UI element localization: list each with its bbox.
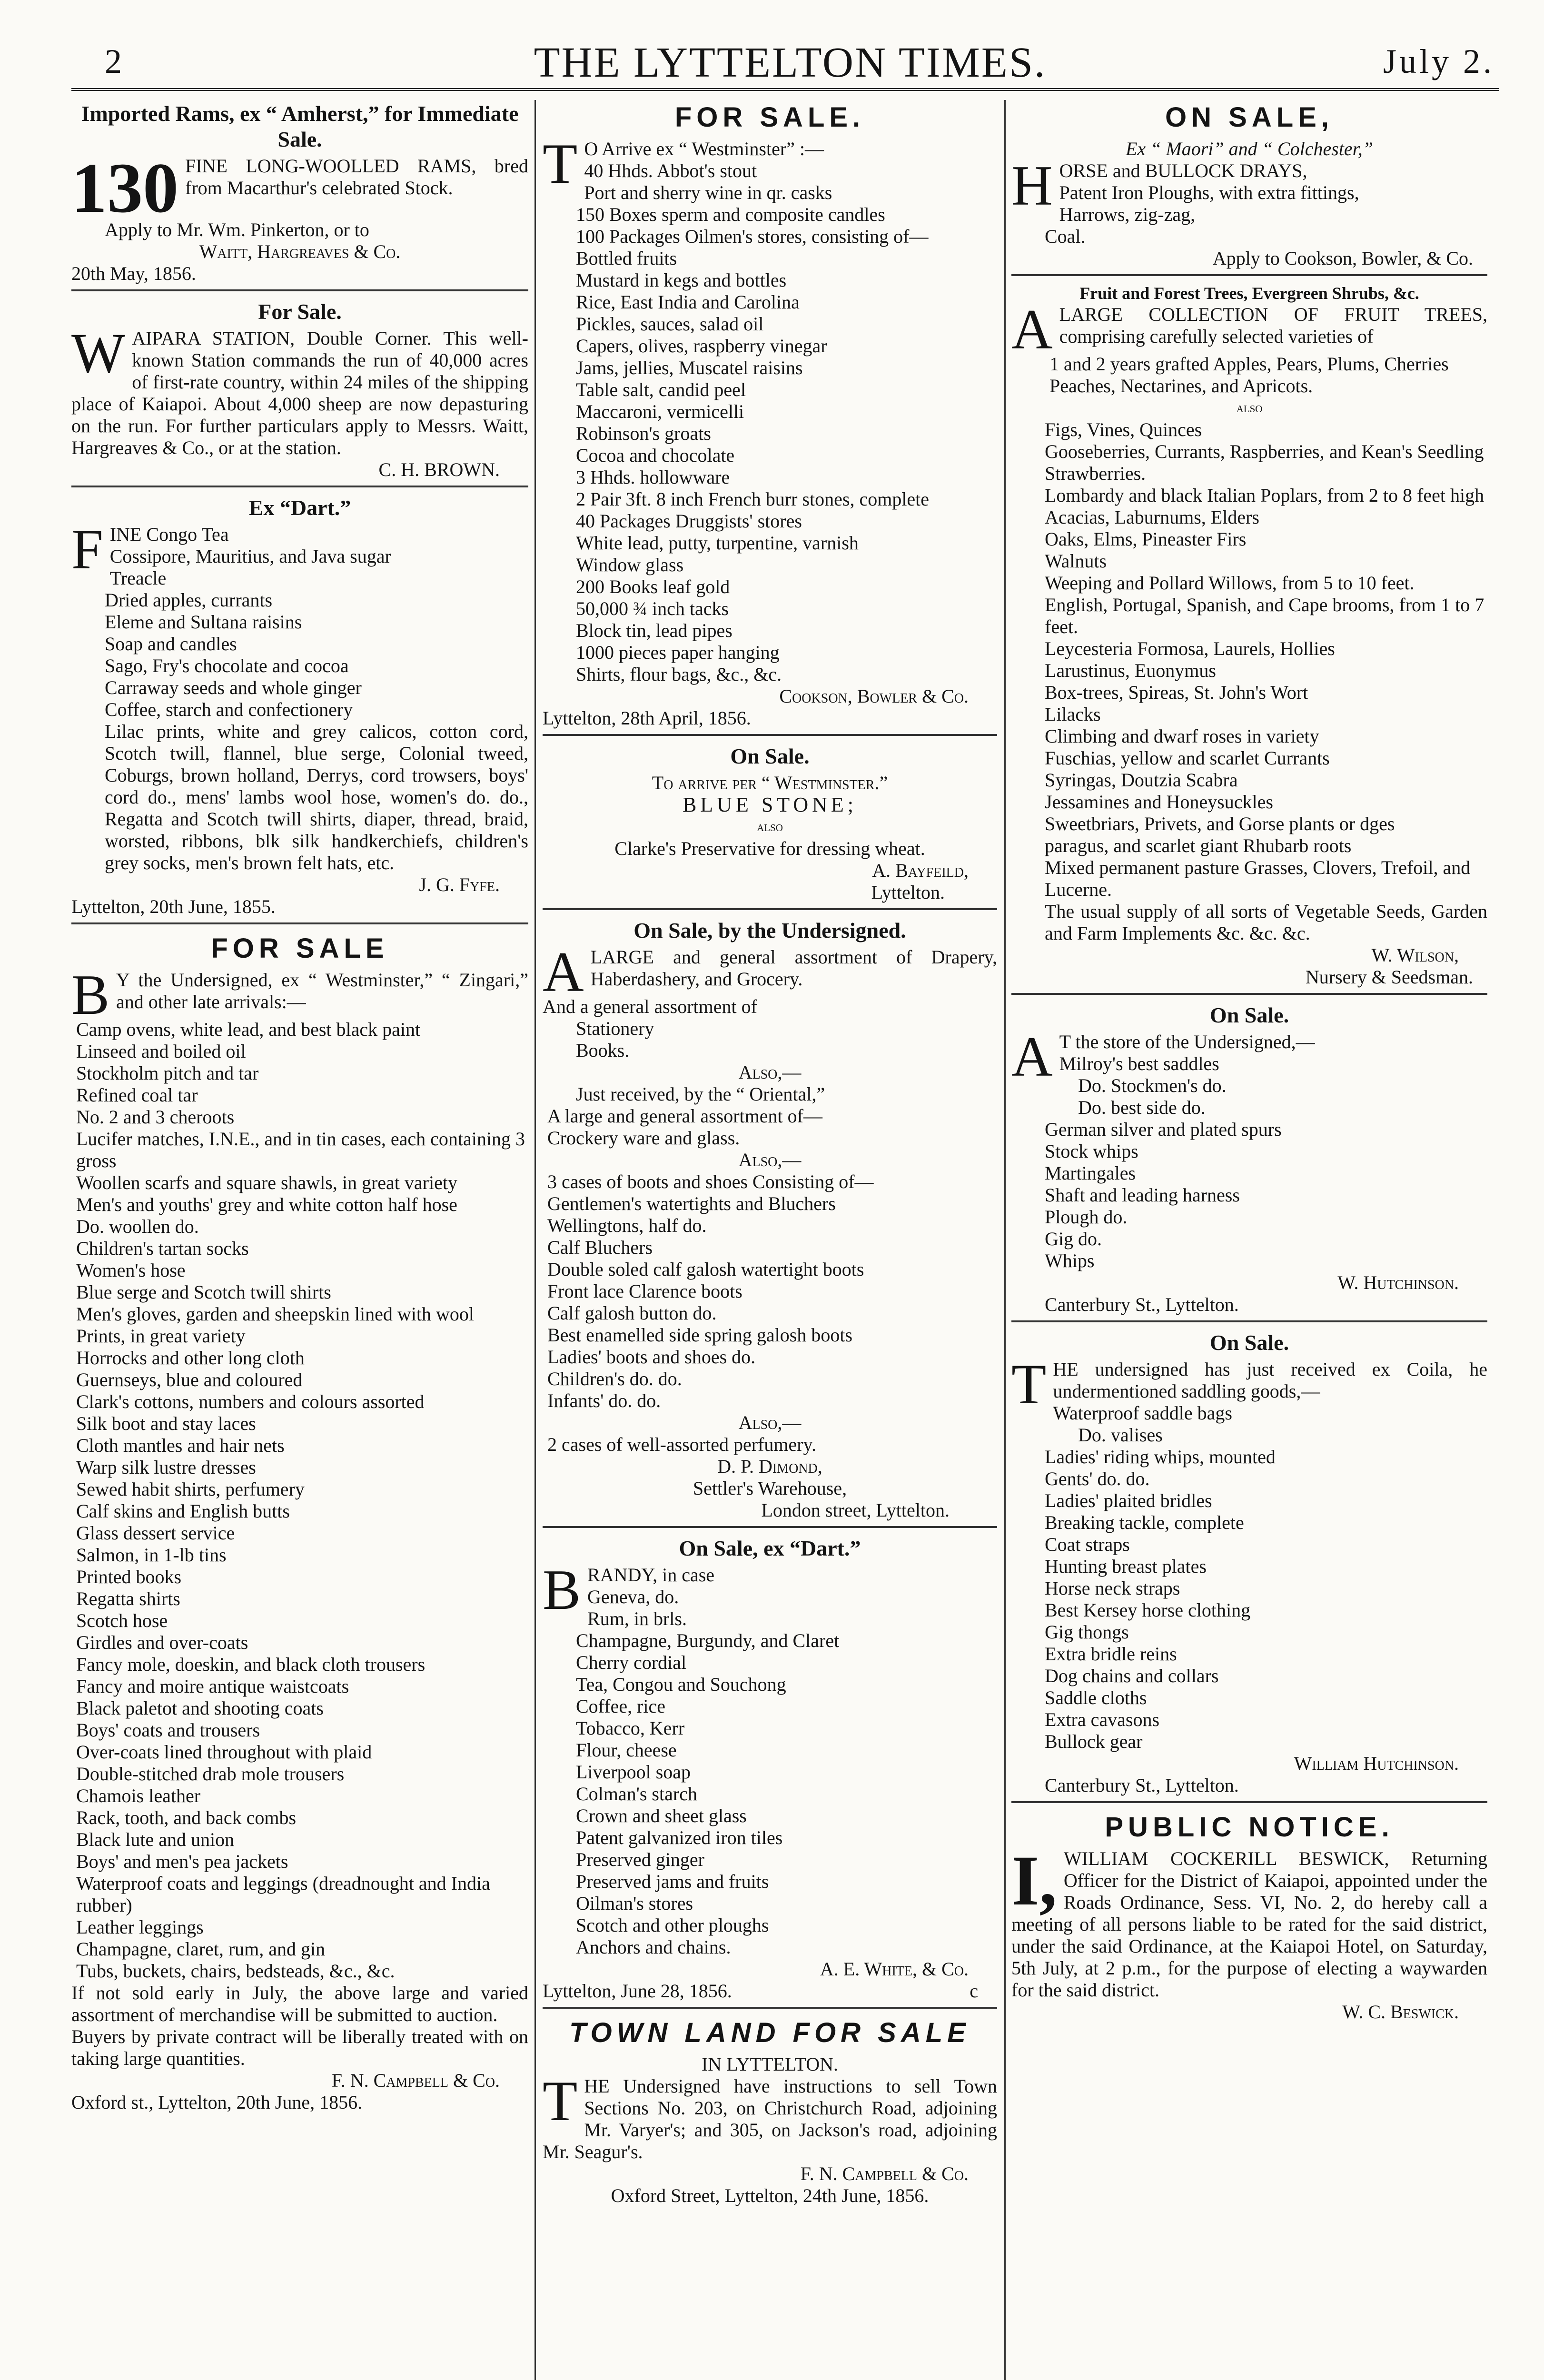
- list-item: Warp silk lustre dresses: [76, 1457, 256, 1478]
- ad-for-sale-campbell: [71, 922, 528, 2113]
- list-item: Coffee, starch and confectionery: [105, 699, 353, 720]
- list-item: 3 cases of boots and shoes Consisting of—: [547, 1171, 874, 1192]
- list-item: Colman's starch: [576, 1783, 697, 1805]
- ad-lead: AIPARA STATION, Double Corner.: [132, 327, 432, 349]
- ad-date: Lyttelton, June 28, 1856.: [543, 1980, 732, 2002]
- list-item: 1000 pieces paper hanging: [576, 642, 780, 663]
- list-item: Horse neck straps: [1045, 1577, 1180, 1599]
- list-item: Gig thongs: [1045, 1621, 1129, 1643]
- ad-line: 2 cases of well-assorted perfumery.: [547, 1434, 816, 1455]
- ad-number: 130: [71, 149, 178, 228]
- ad-signature: William Hutchinson.: [1294, 1753, 1459, 1774]
- ad-apply: Apply to Cookson, Bowler, & Co.: [1212, 248, 1473, 269]
- column-2: [543, 100, 997, 2380]
- list-item: 40 Packages Druggists' stores: [576, 510, 802, 532]
- ad-public-notice: [1011, 1801, 1487, 2023]
- ad-also: also: [1236, 400, 1263, 416]
- list-item: Milroy's best saddles: [1059, 1053, 1219, 1074]
- drop-cap: T: [543, 2069, 578, 2132]
- ad-line: A large and general assortment of—: [547, 1105, 822, 1127]
- ad-title: On Sale, by the Undersigned.: [633, 918, 906, 942]
- ad-title: ON SALE,: [1165, 102, 1334, 133]
- ad-signature-line: Nursery & Seedsman.: [1305, 966, 1473, 988]
- drop-cap: B: [543, 1558, 581, 1621]
- ad-date: 20th May, 1856.: [71, 263, 196, 284]
- ad-signature: W. C. Beswick.: [1342, 2001, 1459, 2023]
- list-item: Weeping and Pollard Willows, from 5 to 10 feet.: [1045, 572, 1415, 594]
- ad-ex-dart: [71, 486, 528, 918]
- list-item: Robinson's groats: [576, 423, 711, 444]
- list-item: Horrocks and other long cloth: [76, 1347, 305, 1368]
- ad-note: Buyers by private contract will be liberally treated with on taking large quantities.: [71, 2026, 528, 2069]
- ad-signature: A. E. White, & Co.: [820, 1958, 969, 1980]
- ad-imported-rams: [71, 101, 528, 285]
- list-item: Ladies' riding whips, mounted: [1045, 1446, 1276, 1468]
- ad-place: Canterbury St., Lyttelton.: [1045, 1775, 1239, 1796]
- ad-text: WILLIAM COCKERILL BESWICK, Returning Officer for the District of Kaiapoi, appointed under the Roads Ordinance, Sess. VI, No. 2, do hereby call a meeting of all persons liable to be rated for the said district, under the said Ordinance, at the Kaiapoi Hotel, on Saturday, 5th July, at 2 p.m., for the purpose of electing a waywarden for the said district.: [1011, 1848, 1487, 2001]
- list-item: Carraway seeds and whole ginger: [105, 677, 362, 698]
- list-item: Crown and sheet glass: [576, 1805, 747, 1826]
- issue-date: July 2.: [1383, 42, 1495, 80]
- list-item: Bullock gear: [1045, 1731, 1143, 1752]
- list-item: No. 2 and 3 cheroots: [76, 1106, 235, 1128]
- drop-cap: A: [1011, 1025, 1053, 1088]
- ad-lead: HE undersigned has just received ex Coila, he undermentioned saddling goods,—: [1053, 1359, 1487, 1402]
- list-item: Capers, olives, raspberry vinegar: [576, 335, 827, 357]
- list-item: Dried apples, currants: [105, 589, 273, 611]
- list-item: Gents' do. do.: [1045, 1468, 1150, 1489]
- item-list: [71, 545, 528, 874]
- drop-cap: T: [543, 132, 578, 195]
- list-item: Fancy and moire antique waistcoats: [76, 1676, 349, 1697]
- list-item: Gentlemen's watertights and Bluchers: [547, 1193, 836, 1214]
- ad-title: Imported Rams, ex “ Amherst,” for Immediate Sale.: [81, 101, 519, 151]
- column-divider-2: [1004, 100, 1006, 2380]
- page-number: 2: [105, 42, 122, 80]
- column-divider-1: [534, 100, 536, 2380]
- item-list: [1011, 1053, 1487, 1272]
- item-list: [1011, 419, 1487, 901]
- ad-note: If not sold early in July, the above large and varied assortment of merchandise will be submitted to auction.: [71, 1982, 528, 2025]
- ad-line: Crockery ware and glass.: [547, 1127, 740, 1149]
- list-item: Mustard in kegs and bottles: [576, 269, 787, 291]
- list-item: Dog chains and collars: [1045, 1665, 1219, 1686]
- list-item: Table salt, candid peel: [576, 379, 746, 400]
- ad-line: BLUE STONE;: [682, 793, 858, 816]
- ad-apply: Apply to Mr. Wm. Pinkerton, or to: [105, 219, 369, 240]
- list-item: Liverpool soap: [576, 1761, 691, 1783]
- item-list: [543, 1586, 997, 1958]
- list-item: Lilac prints, white and grey calicos, cotton cord, Scotch twill, flannel, blue serge, Colonial tweed, Coburgs, brown holland, Derrys, cord trowsers, boys' cord do., mens' lambs wool hose, women's do. do., Regatta and Scotch twill shirts, diaper, thread, braid, worsted, ribbons, blk silk handkerchiefs, children's grey socks, men's brown felt hats, etc.: [105, 721, 528, 873]
- ad-lead: LARGE and general assortment of Drapery, Haberdashery, and Grocery.: [590, 946, 997, 990]
- list-item: Figs, Vines, Quinces: [1045, 419, 1202, 440]
- ad-note: The usual supply of all sorts of Vegetable Seeds, Garden and Farm Implements &c. &c. &c.: [1045, 901, 1487, 944]
- list-item: Gooseberries, Currants, Raspberries, and Kean's Seedling Strawberries.: [1045, 441, 1484, 484]
- ad-title: On Sale.: [730, 744, 810, 768]
- ad-title: On Sale.: [1209, 1003, 1289, 1027]
- drop-cap: A: [543, 940, 584, 1003]
- item-list: [543, 1171, 997, 1412]
- list-item: Ladies' boots and shoes do.: [547, 1346, 756, 1368]
- ad-date: Lyttelton, 28th April, 1856.: [543, 707, 751, 729]
- list-item: Jams, jellies, Muscatel raisins: [576, 357, 803, 378]
- ad-signature: F. N. Campbell & Co.: [800, 2163, 969, 2184]
- ad-dimond: [543, 908, 997, 1521]
- ad-title: TOWN LAND FOR SALE: [569, 2017, 970, 2048]
- list-item: Stationery: [576, 1018, 654, 1039]
- list-item: Clark's cottons, numbers and colours assorted: [76, 1391, 425, 1412]
- list-item: Men's and youths' grey and white cotton half hose: [76, 1194, 457, 1215]
- ad-signature: J. G. Fyfe.: [419, 874, 500, 895]
- list-item: Do. Stockmen's do.: [1078, 1075, 1227, 1096]
- list-item: Books.: [576, 1040, 630, 1061]
- list-item: 200 Books leaf gold: [576, 576, 730, 597]
- list-item: Champagne, Burgundy, and Claret: [576, 1630, 840, 1651]
- list-item: Geneva, do.: [587, 1586, 679, 1607]
- ad-title: FOR SALE.: [674, 102, 865, 133]
- ad-text: bred from Macarthur's celebrated Stock.: [185, 155, 528, 198]
- ad-also: Also,—: [738, 1061, 802, 1083]
- ad-signature: W. Hutchinson.: [1337, 1272, 1459, 1293]
- ad-title: Ex “Dart.”: [248, 496, 351, 520]
- drop-cap: I,: [1011, 1841, 1057, 1920]
- list-item: Black lute and union: [76, 1829, 235, 1850]
- list-item: Calf skins and English butts: [76, 1500, 290, 1522]
- list-item: Refined coal tar: [76, 1084, 198, 1106]
- ad-line: To arrive per “ Westminster.”: [652, 772, 888, 793]
- list-item: Leycesteria Formosa, Laurels, Hollies: [1045, 638, 1335, 659]
- ad-line: And a general assortment of: [543, 996, 757, 1017]
- list-item: Front lace Clarence boots: [547, 1280, 742, 1302]
- list-item: Men's gloves, garden and sheepskin lined with wool: [76, 1303, 474, 1325]
- newspaper-title: THE LYTTELTON TIMES.: [534, 39, 1047, 86]
- ad-signature: D. P. Dimond,: [717, 1456, 822, 1477]
- ad-for-sale-cookson: [543, 101, 997, 729]
- list-item: Hunting breast plates: [1045, 1556, 1207, 1577]
- list-item: Saddle cloths: [1045, 1687, 1147, 1708]
- ad-agent: Waitt, Hargreaves & Co.: [199, 241, 401, 262]
- list-item: Boys' coats and trousers: [76, 1719, 260, 1741]
- list-item: Whips: [1045, 1250, 1095, 1271]
- ad-lead: RANDY, in case: [587, 1564, 715, 1586]
- ad-signature: F. N. Campbell & Co.: [331, 2070, 500, 2091]
- list-item: Cloth mantles and hair nets: [76, 1435, 285, 1456]
- list-item: Cherry cordial: [576, 1652, 687, 1673]
- list-item: Champagne, claret, rum, and gin: [76, 1938, 326, 1960]
- list-item: Eleme and Sultana raisins: [105, 611, 302, 633]
- list-item: White lead, putty, turpentine, varnish: [576, 532, 859, 554]
- list-item: Boys' and men's pea jackets: [76, 1851, 288, 1872]
- column-3: [1011, 100, 1487, 2380]
- list-item: Cossipore, Mauritius, and Java sugar: [109, 545, 391, 567]
- list-item: Fuschias, yellow and scarlet Currants: [1045, 747, 1330, 769]
- list-item: Regatta shirts: [76, 1588, 180, 1609]
- list-item: Do. woollen do.: [76, 1216, 199, 1237]
- list-item: Larustinus, Euonymus: [1045, 660, 1216, 681]
- list-item: Waterproof coats and leggings (dreadnought and India rubber): [76, 1873, 490, 1916]
- list-item: Patent Iron Ploughs, with extra fittings,: [1059, 182, 1359, 203]
- list-item: Fancy mole, doeskin, and black cloth trousers: [76, 1654, 426, 1675]
- list-item: Box-trees, Spireas, St. John's Wort: [1045, 682, 1308, 703]
- list-item: Peaches, Nectarines, and Apricots.: [1049, 375, 1313, 397]
- list-item: Glass dessert service: [76, 1522, 235, 1544]
- list-item: Coat straps: [1045, 1534, 1130, 1555]
- list-item: Salmon, in 1-lb tins: [76, 1544, 227, 1566]
- list-item: Cocoa and chocolate: [576, 445, 735, 466]
- list-item: Stock whips: [1045, 1140, 1138, 1162]
- ad-saddles: [1011, 993, 1487, 1316]
- list-item: Oilman's stores: [576, 1893, 693, 1914]
- list-item: Shaft and leading harness: [1045, 1184, 1240, 1206]
- list-item: Port and sherry wine in qr. casks: [584, 182, 832, 203]
- list-item: Gig do.: [1045, 1228, 1102, 1250]
- list-item: Plough do.: [1045, 1206, 1128, 1228]
- ad-signature-line: London street, Lyttelton.: [761, 1499, 950, 1521]
- list-item: 1 and 2 years grafted Apples, Pears, Plums, Cherries: [1049, 353, 1449, 375]
- list-item: Walnuts: [1045, 550, 1107, 572]
- list-item: 150 Boxes sperm and composite candles: [576, 204, 885, 225]
- ad-text: This well-known Station commands the run of 40,000 acres of first-rate country, within 24 miles of the shipping place of Kaiapoi. About 4,000 sheep are now depasturing on the run. For further particulars apply to Messrs. Waitt, Hargreaves & Co., or at the station.: [71, 327, 528, 458]
- ad-date: Oxford Street, Lyttelton, 24th June, 1856.: [611, 2185, 929, 2206]
- list-item: Blue serge and Scotch twill shirts: [76, 1281, 331, 1303]
- list-item: Best enamelled side spring galosh boots: [547, 1324, 853, 1346]
- masthead-rule: [71, 88, 1499, 94]
- list-item: Double-stitched drab mole trousers: [76, 1763, 345, 1785]
- item-list: [1011, 1402, 1487, 1753]
- list-item: 3 Hhds. hollowware: [576, 466, 730, 488]
- ad-also: Also,—: [738, 1412, 802, 1433]
- list-item: 40 Hhds. Abbot's stout: [584, 160, 757, 181]
- list-item: Leather leggings: [76, 1916, 204, 1938]
- list-item: Over-coats lined throughout with plaid: [76, 1741, 372, 1763]
- ad-date: Lyttelton, 20th June, 1855.: [71, 896, 276, 917]
- list-item: Preserved jams and fruits: [576, 1871, 769, 1892]
- ad-fruit-trees: [1011, 274, 1487, 988]
- ad-line: Just received, by the “ Oriental,”: [576, 1083, 825, 1105]
- list-item: Rum, in brls.: [587, 1608, 687, 1629]
- list-item: Printed books: [76, 1566, 182, 1587]
- list-item: Preserved ginger: [576, 1849, 704, 1870]
- list-item: Sewed habit shirts, perfumery: [76, 1478, 305, 1500]
- drop-cap: B: [71, 963, 110, 1026]
- drop-cap: H: [1011, 154, 1053, 217]
- list-item: Girdles and over-coats: [76, 1632, 248, 1653]
- list-item: Syringas, Doutzia Scabra: [1045, 769, 1238, 791]
- list-item: Woollen scarfs and square shawls, in great variety: [76, 1172, 457, 1193]
- ad-waipara-station: [71, 289, 528, 481]
- list-item: Flour, cheese: [576, 1739, 677, 1761]
- ad-brandy: [543, 1526, 997, 2002]
- ad-also: Also,—: [738, 1149, 802, 1170]
- list-item: Children's tartan socks: [76, 1238, 249, 1259]
- list-item: Black paletot and shooting coats: [76, 1697, 324, 1719]
- ad-lead: ORSE and BULLOCK DRAYS,: [1059, 160, 1307, 181]
- list-item: Tea, Congou and Souchong: [576, 1674, 786, 1695]
- ad-signature: C. H. BROWN.: [378, 459, 500, 480]
- ad-blue-stone: [543, 734, 997, 903]
- ad-lead: Y the Undersigned, ex “ Westminster,” “ Zingari,” and other late arrivals:—: [116, 969, 528, 1012]
- list-item: Treacle: [109, 567, 167, 589]
- ad-title: PUBLIC NOTICE.: [1105, 1812, 1394, 1843]
- ad-title: On Sale.: [1209, 1330, 1289, 1355]
- list-item: Window glass: [576, 554, 684, 575]
- list-item: Scotch and other ploughs: [576, 1914, 769, 1936]
- list-item: 100 Packages Oilmen's stores, consisting of—: [576, 226, 929, 247]
- drop-cap: F: [71, 517, 103, 581]
- item-list: [543, 160, 997, 685]
- list-item: Shirts, flour bags, &c., &c.: [576, 664, 782, 685]
- list-item: Climbing and dwarf roses in variety: [1045, 725, 1319, 747]
- list-item: Wellingtons, half do.: [547, 1215, 707, 1236]
- list-item: paragus, and scarlet giant Rhubarb roots: [1045, 835, 1352, 856]
- list-item: Pickles, sauces, salad oil: [576, 313, 764, 335]
- list-item: Jessamines and Honeysuckles: [1045, 791, 1273, 813]
- ad-subtitle: Ex “ Maori” and “ Colchester,”: [1125, 138, 1374, 159]
- list-item: 50,000 ¾ inch tacks: [576, 598, 729, 619]
- list-item: Prints, in great variety: [76, 1325, 246, 1347]
- ad-signature-line: Settler's Warehouse,: [693, 1478, 847, 1499]
- ad-signature: Cookson, Bowler & Co.: [779, 685, 969, 707]
- ad-date: Oxford st., Lyttelton, 20th June, 1856.: [71, 2092, 363, 2113]
- ad-title: For Sale.: [258, 299, 342, 324]
- list-item: Guernseys, blue and coloured: [76, 1369, 303, 1390]
- list-item: Anchors and chains.: [576, 1936, 731, 1958]
- list-item: Do. best side do.: [1078, 1097, 1206, 1118]
- ad-place: Lyttelton.: [871, 882, 945, 903]
- list-item: Scotch hose: [76, 1610, 168, 1631]
- list-item: Extra cavasons: [1045, 1709, 1160, 1730]
- list-item: Tubs, buckets, chairs, bedsteads, &c., &c.: [76, 1960, 395, 1982]
- ad-signature: A. Bayfeild,: [872, 860, 969, 881]
- list-item: Coffee, rice: [576, 1696, 666, 1717]
- list-item: Calf Bluchers: [547, 1237, 653, 1258]
- ad-lead: LARGE COLLECTION OF FRUIT TREES, comprising carefully selected varieties of: [1059, 304, 1487, 347]
- list-item: Women's hose: [76, 1259, 186, 1281]
- list-item: Patent galvanized iron tiles: [576, 1827, 783, 1848]
- ad-signature: W. Wilson,: [1371, 944, 1459, 966]
- list-item: Block tin, lead pipes: [576, 620, 732, 641]
- list-item: Best Kersey horse clothing: [1045, 1599, 1251, 1621]
- ad-lead: INE Congo Tea: [109, 524, 229, 545]
- list-item: Maccaroni, vermicelli: [576, 401, 744, 422]
- list-item: Rice, East India and Carolina: [576, 291, 800, 313]
- ad-mark: c: [970, 1980, 978, 2002]
- list-item: Double soled calf galosh watertight boots: [547, 1259, 864, 1280]
- list-item: German silver and plated spurs: [1045, 1119, 1282, 1140]
- list-item: Linseed and boiled oil: [76, 1041, 246, 1062]
- list-item: Do. valises: [1078, 1424, 1163, 1446]
- ad-lead: O Arrive ex “ Westminster” :—: [584, 138, 824, 159]
- list-item: Camp ovens, white lead, and best black paint: [76, 1019, 421, 1040]
- ad-also: also: [757, 819, 783, 834]
- list-item: Lucifer matches, I.N.E., and in tin cases, each containing 3 gross: [76, 1128, 525, 1171]
- list-item: Extra bridle reins: [1045, 1643, 1177, 1665]
- ad-lead: FINE LONG-WOOLLED RAMS,: [185, 155, 476, 177]
- drop-cap: W: [71, 321, 126, 385]
- list-item: Tobacco, Kerr: [576, 1717, 685, 1739]
- ad-saddling-goods: [1011, 1320, 1487, 1796]
- ad-text: HE Undersigned have instructions to sell Town Sections No. 203, on Christchurch Road, adjoining Mr. Varyer's; and 305, on Jackson's road, adjoining Mr. Seagur's.: [543, 2075, 997, 2162]
- ad-title: On Sale, ex “Dart.”: [679, 1536, 861, 1560]
- list-item: Harrows, zig-zag,: [1059, 204, 1196, 225]
- ad-on-sale-drays: [1011, 101, 1487, 269]
- ad-line: Clarke's Preservative for dressing wheat.: [614, 838, 925, 859]
- list-item: Silk boot and stay laces: [76, 1413, 256, 1434]
- list-item: Coal.: [1045, 226, 1086, 247]
- list-item: Breaking tackle, complete: [1045, 1512, 1244, 1533]
- list-item: Oaks, Elms, Pineaster Firs: [1045, 528, 1247, 550]
- list-item: Martingales: [1045, 1162, 1136, 1184]
- list-item: Ladies' plaited bridles: [1045, 1490, 1212, 1511]
- list-item: Waterproof saddle bags: [1053, 1402, 1232, 1424]
- list-item: Mixed permanent pasture Grasses, Clovers, Trefoil, and Lucerne.: [1045, 857, 1471, 900]
- ad-town-land: [543, 2007, 997, 2207]
- ad-place: Canterbury St., Lyttelton.: [1045, 1294, 1239, 1315]
- drop-cap: A: [1011, 298, 1053, 361]
- ad-lead: T the store of the Undersigned,—: [1059, 1031, 1315, 1052]
- list-item: Lombardy and black Italian Poplars, from 2 to 8 feet high: [1045, 485, 1485, 506]
- list-item: Lilacks: [1045, 704, 1101, 725]
- list-item: Children's do. do.: [547, 1368, 682, 1389]
- list-item: Bottled fruits: [576, 248, 677, 269]
- ad-title: FOR SALE: [211, 933, 389, 964]
- list-item: English, Portugal, Spanish, and Cape brooms, from 1 to 7 feet.: [1045, 594, 1485, 637]
- column-1: [71, 100, 528, 2380]
- list-item: Acacias, Laburnums, Elders: [1045, 506, 1259, 528]
- drop-cap: T: [1011, 1352, 1047, 1416]
- ad-subtitle: IN LYTTELTON.: [701, 2053, 839, 2075]
- ad-title: Fruit and Forest Trees, Evergreen Shrubs, &c.: [1079, 284, 1419, 303]
- list-item: Sweetbriars, Privets, and Gorse plants or dges: [1045, 813, 1395, 834]
- list-item: Stockholm pitch and tar: [76, 1062, 259, 1084]
- list-item: Rack, tooth, and back combs: [76, 1807, 297, 1828]
- item-list: [71, 1019, 528, 1982]
- masthead: [71, 33, 1509, 86]
- list-item: 2 Pair 3ft. 8 inch French burr stones, complete: [576, 488, 930, 510]
- list-item: Chamois leather: [76, 1785, 201, 1806]
- list-item: Sago, Fry's chocolate and cocoa: [105, 655, 349, 676]
- list-item: Soap and candles: [105, 633, 237, 654]
- list-item: Calf galosh button do.: [547, 1302, 717, 1324]
- list-item: Infants' do. do.: [547, 1390, 661, 1411]
